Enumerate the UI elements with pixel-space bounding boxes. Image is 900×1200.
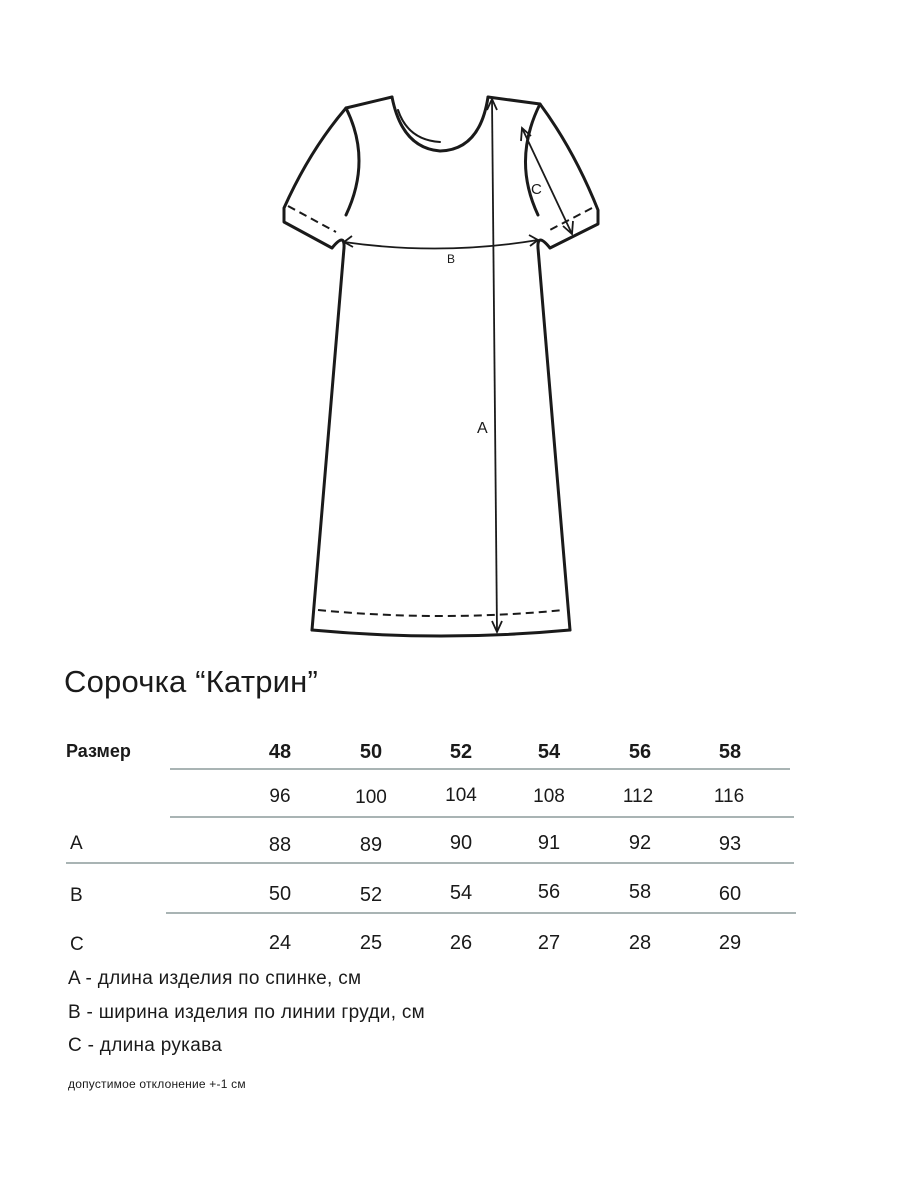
- chest-cell: 100: [355, 787, 387, 808]
- table-cell: 54: [449, 882, 473, 904]
- row-label-c: C: [70, 934, 84, 955]
- size-cell: 56: [628, 741, 652, 763]
- left-armhole: [346, 108, 359, 215]
- product-title: Сорочка “Катрин”: [64, 664, 319, 699]
- size-cell: 52: [449, 741, 473, 763]
- table-divider: [170, 768, 790, 770]
- legend-a: A - длина изделия по спинке, см: [68, 968, 362, 989]
- table-cell: 93: [718, 833, 742, 855]
- right-side-seam: [538, 248, 570, 630]
- chest-cell: 96: [269, 786, 291, 807]
- table-cell: 89: [359, 834, 383, 856]
- size-cell: 58: [718, 741, 742, 763]
- dress-outline-left: [284, 97, 392, 248]
- tolerance-note: допустимое отклонение +-1 см: [68, 1077, 246, 1091]
- table-cell: 91: [537, 832, 561, 854]
- table-divider: [66, 862, 794, 864]
- legend-c: C - длина рукава: [68, 1035, 223, 1056]
- measure-a-label: A: [477, 420, 488, 437]
- table-divider: [166, 912, 796, 914]
- size-cell: 48: [268, 741, 292, 763]
- table-cell: 60: [718, 883, 742, 905]
- table-divider: [170, 816, 794, 818]
- table-cell: 56: [537, 881, 561, 903]
- row-label-a: A: [70, 833, 83, 854]
- measure-b-line: [344, 240, 538, 249]
- measure-a-line: [492, 99, 497, 632]
- table-cell: 26: [449, 932, 473, 954]
- size-cell: 54: [537, 741, 561, 763]
- chest-cell: 108: [533, 786, 565, 807]
- chest-cell: 104: [445, 785, 477, 806]
- table-cell: 58: [628, 881, 652, 903]
- row-label-b: B: [70, 885, 83, 906]
- table-cell: 24: [268, 932, 292, 954]
- measure-c-label: C: [531, 181, 542, 198]
- table-cell: 27: [537, 932, 561, 954]
- table-cell: 88: [268, 834, 292, 856]
- chest-cell: 112: [622, 786, 654, 807]
- neckline-inner: [398, 110, 440, 142]
- legend-b: B - ширина изделия по линии груди, см: [68, 1002, 426, 1023]
- chest-cell: 116: [713, 786, 745, 807]
- left-side-seam: [312, 248, 344, 630]
- table-cell: 29: [718, 932, 742, 954]
- table-cell: 52: [359, 884, 383, 906]
- hem: [312, 630, 570, 636]
- measure-b-label: B: [447, 252, 456, 266]
- table-cell: 25: [359, 932, 383, 954]
- table-cell: 28: [628, 932, 652, 954]
- size-cell: 50: [359, 741, 383, 763]
- size-header-label: Размер: [66, 741, 131, 761]
- hem-stitch: [318, 610, 564, 616]
- table-cell: 90: [449, 832, 473, 854]
- table-cell: 92: [628, 832, 652, 854]
- table-cell: 50: [268, 883, 292, 905]
